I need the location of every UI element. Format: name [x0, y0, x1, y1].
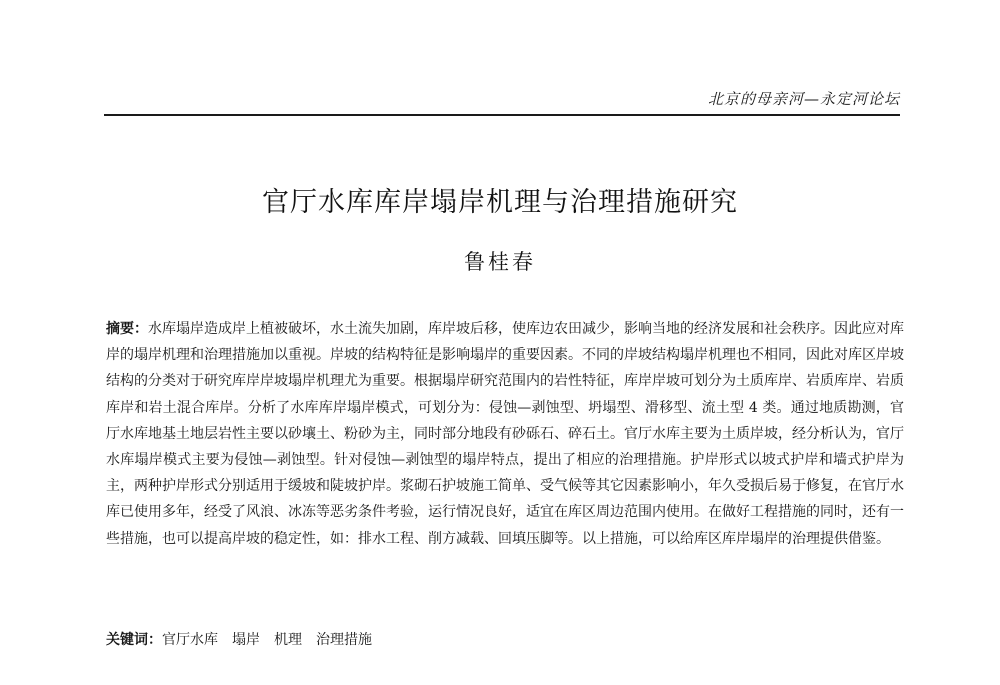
abstract-label: 摘要：	[106, 321, 148, 337]
keyword-item: 机理	[274, 632, 302, 648]
keywords-line	[106, 628, 904, 652]
article-author: 鲁桂春	[464, 250, 536, 274]
abstract-paragraph	[106, 316, 904, 552]
keyword-item: 官厅水库	[162, 632, 218, 648]
abstract-text: 水库塌岸造成岸上植被破坏，水土流失加剧，库岸坡后移，使库边农田减少，影响当地的经济发展和社会秩序。因此应对库岸的塌岸机理和治理措施加以重视。岸坡的结构特征是影响塌岸的重要因素。不同的岸坡结构塌岸机理也不相同，因此对库区岸坡结构的分类对于研究库岸岸坡塌岸机理尤为重要。根据塌岸研究范围内的岩性特征，库岸岸坡可划分为土质库岸、岩质库岸、岩质库岸和岩土混合库岸。分析了水库库岸塌岸模式，可划分为：侵蚀—剥蚀型、坍塌型、滑移型、流土型 4 类。通过地质勘测，官厅水库地基土地层岩性主要以砂壤土、粉砂为主，同时部分地段有砂砾石、碎石土。官厅水库主要为土质岸坡，经分析认为，官厅水库塌岸模式主要为侵蚀—剥蚀型。针对侵蚀—剥蚀型的塌岸特点，提出了相应的治理措施。护岸形式以坡式护岸和墙式护岸为主，两种护岸形式分别适用于缓坡和陡坡护岸。浆砌石护坡施工简单、受气候等其它因素影响小，年久受损后易于修复，在官厅水库已使用多年，经受了风浪、冰冻等恶劣条件考验，运行情况良好，适宜在库区周边范围内使用。在做好工程措施的同时，还有一些措施，也可以提高岸坡的稳定性，如：排水工程、削方减载、回填压脚等。以上措施，可以给库区库岸塌岸的治理提供借鉴。	[106, 321, 904, 547]
header-divider	[104, 114, 900, 116]
keyword-item: 塌岸	[232, 632, 260, 648]
keywords-label: 关键词：	[106, 632, 162, 648]
running-header: 北京的母亲河—永定河论坛	[707, 90, 900, 108]
keyword-item: 治理措施	[316, 632, 372, 648]
article-title: 官厅水库库岸塌岸机理与治理措施研究	[262, 187, 738, 218]
